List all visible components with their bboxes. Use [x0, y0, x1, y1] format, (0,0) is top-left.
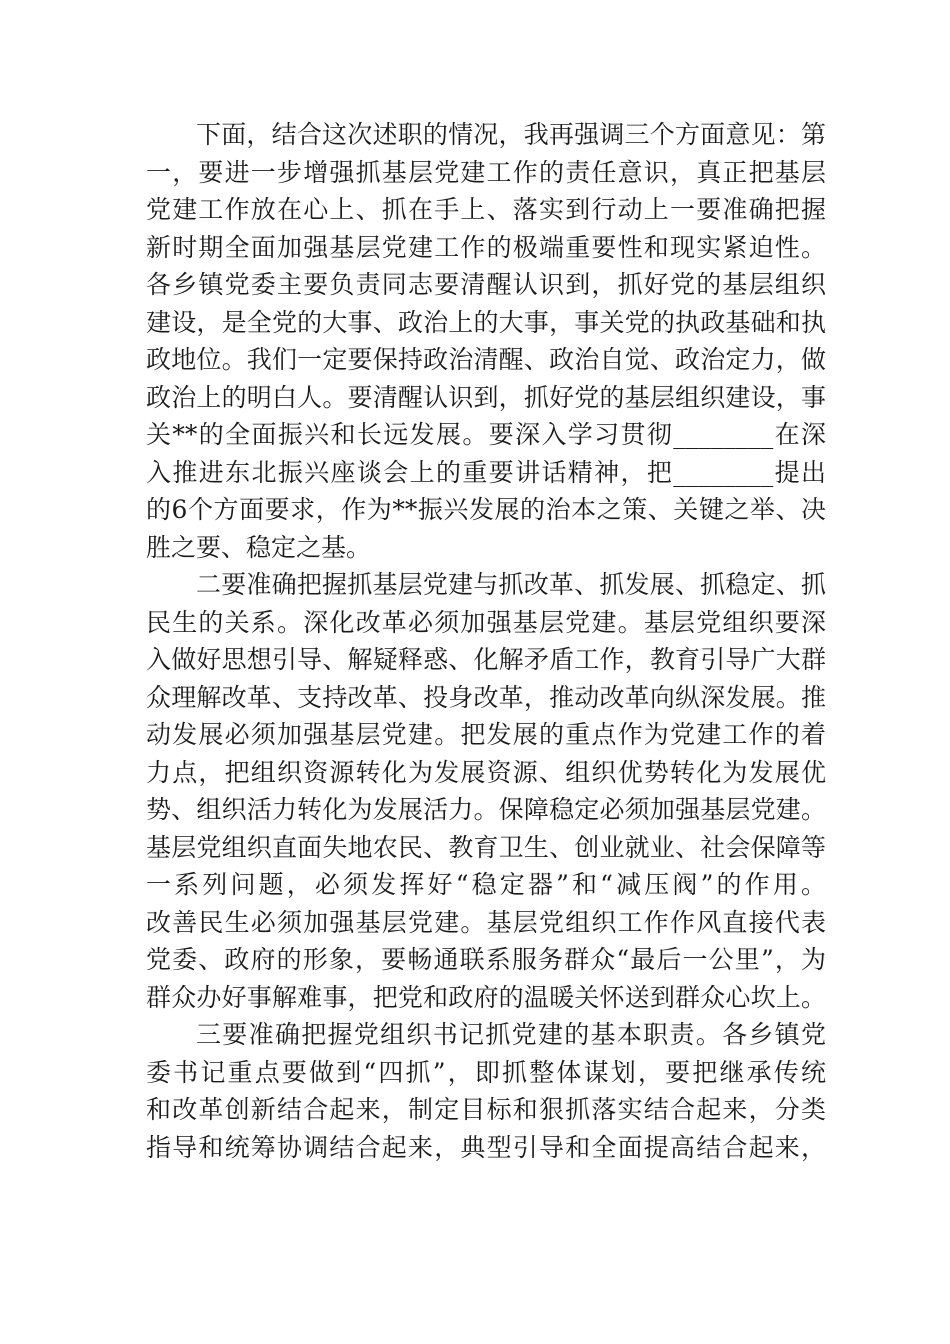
paragraph-1-line: 各乡镇党委主要负责同志要清醒认识到，抓好党的基层组织: [146, 270, 826, 299]
paragraph-1-line: 入推进东北振兴座谈会上的重要讲话精神，把________提出: [146, 457, 826, 487]
paragraph-3-line: 和改革创新结合起来，制定目标和狠抓落实结合起来，分类: [146, 1095, 826, 1124]
paragraph-2-line: 众理解改革、支持改革、投身改革，推动改革向纵深发展。推: [146, 682, 826, 712]
paragraph-3-line: 委书记重点要做到“四抓”，即抓整体谋划，要把继承传统: [146, 1057, 826, 1087]
paragraph-2-line: 二要准确把握抓基层党建与抓改革、抓发展、抓稳定、抓: [196, 570, 826, 599]
paragraph-2-line: 民生的关系。深化改革必须加强基层党建。基层党组织要深: [146, 607, 826, 637]
paragraph-1-line: 政地位。我们一定要保持政治清醒、政治自觉、政治定力，做: [146, 345, 826, 374]
paragraph-1-line: 政治上的明白人。要清醒认识到，抓好党的基层组织建设，事: [146, 382, 826, 412]
paragraph-1-line: 党建工作放在心上、抓在手上、落实到行动上一要准确把握: [146, 195, 826, 224]
paragraph-1-line: 新时期全面加强基层党建工作的极端重要性和现实紧迫性。: [146, 232, 826, 262]
paragraph-1-line: 胜之要、稳定之基。: [146, 532, 372, 562]
paragraph-2-line: 党委、政府的形象，要畅通联系服务群众“最后一公里”，为: [146, 945, 826, 974]
body-text: [146, 116, 826, 1166]
paragraph-2-line: 动发展必须加强基层党建。把发展的重点作为党建工作的着: [146, 720, 826, 749]
paragraph-2-line: 力点，把组织资源转化为发展资源、组织优势转化为发展优: [146, 757, 826, 787]
paragraph-2-line: 势、组织活力转化为发展活力。保障稳定必须加强基层党建。: [146, 795, 826, 824]
paragraph-1-line: 的6个方面要求，作为**振兴发展的治本之策、关键之举、决: [146, 495, 826, 524]
paragraph-1-line: 一，要进一步增强抓基层党建工作的责任意识，真正把基层: [146, 157, 826, 187]
paragraph-2-line: 群众办好事解难事，把党和政府的温暖关怀送到群众心坎上。: [146, 982, 826, 1012]
paragraph-2-line: 基层党组织直面失地农民、教育卫生、创业就业、社会保障等: [146, 832, 826, 862]
paragraph-3-line: 指导和统筹协调结合起来，典型引导和全面提高结合起来，: [146, 1132, 826, 1162]
paragraph-1-line: 建设，是全党的大事、政治上的大事，事关党的执政基础和执: [146, 307, 826, 337]
paragraph-1-line: 关**的全面振兴和长远发展。要深入学习贯彻________在深: [146, 420, 826, 449]
paragraph-2-line: 改善民生必须加强基层党建。基层党组织工作作风直接代表: [146, 907, 826, 937]
paragraph-3-line: 三要准确把握党组织书记抓党建的基本职责。各乡镇党: [196, 1020, 826, 1049]
paragraph-2-line: 入做好思想引导、解疑释惑、化解矛盾工作，教育引导广大群: [146, 645, 826, 674]
paragraph-2-line: 一系列问题，必须发挥好“稳定器”和“减压阀”的作用。: [146, 870, 826, 899]
paragraph-1-line: 下面，结合这次述职的情况，我再强调三个方面意见：第: [196, 120, 826, 149]
